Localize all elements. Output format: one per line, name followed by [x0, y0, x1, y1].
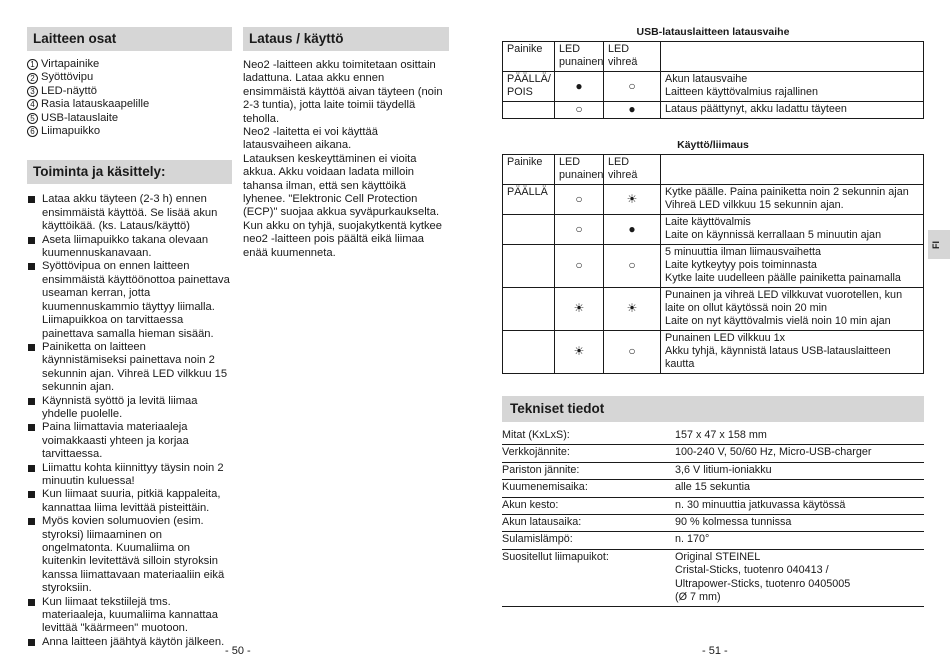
spec-key: Sulamislämpö: [502, 532, 675, 549]
list-item-text: Rasia latauskaapelille [41, 98, 150, 111]
language-tab [928, 230, 950, 259]
spec-key: Akun latausaika: [502, 515, 675, 532]
left-column-2 [243, 27, 449, 260]
table-header-cell: Painike [503, 155, 555, 185]
spec-value: 3,6 V litium-ioniakku [675, 462, 924, 479]
list-item-text: LED-näyttö [41, 84, 97, 97]
spec-value: n. 170° [675, 532, 924, 549]
specs-heading: Tekniset tiedot [502, 396, 924, 422]
description-cell: 5 minuuttia ilman liimausvaihetta Laite kytkeytyy pois toiminnasta Kytke laite uudelleen päälle painiketta painamalla [661, 245, 924, 288]
list-item [27, 421, 232, 461]
bullet-square-icon [28, 599, 35, 606]
description-cell: Punainen ja vihreä LED vilkkuvat vuorotellen, kun laite on ollut käytössä noin 20 min Laite on nyt käyttövalmis vielä noin 10 min ajan [661, 288, 924, 331]
spec-row [502, 515, 924, 532]
spec-row [502, 428, 924, 445]
button-cell [503, 245, 555, 288]
table-row [503, 102, 924, 119]
button-cell [503, 102, 555, 119]
button-cell: PÄÄLLÄ/ POIS [503, 72, 555, 102]
list-item [27, 125, 232, 138]
button-cell [503, 288, 555, 331]
list-item-text: Aseta liimapuikko takana olevaan kuumennuskanavaan. [42, 233, 209, 260]
bullet-square-icon [28, 465, 35, 472]
bullet-square-icon [28, 518, 35, 525]
description-cell: Akun latausvaihe Laitteen käyttövalmius rajallinen [661, 72, 924, 102]
list-item-text: Syöttövipu [41, 71, 94, 84]
spec-row [502, 480, 924, 497]
table-row [503, 288, 924, 331]
usb-charging-table [502, 41, 924, 119]
table-header-cell: LED punainen [555, 42, 604, 72]
led-green-empty-icon: ○ [604, 72, 661, 102]
charging-text: Neo2 -laitteen akku toimitetaan osittain ladattuna. Lataa akku ennen ensimmäistä käyttöä aivan täyteen (noin 2-3 tuntia), jotta laite toimii täydellä teholla. Neo2 -laitetta ei voi käyttää latausvaiheen aikana. Latauksen keskeyttäminen ei vioita akkua. Akku voidaan ladata milloin tahansa ilman, että sen käyttöikä lyhenee. "Elektronic Cell Protection (ECP)" suojaa akkua syväpurkaukselta. Kun akku on tyhjä, suojakytkentä kytkee neo2 -laitteen pois päältä eikä liimaa enää kuumenneta. [243, 59, 443, 259]
led-red-empty-icon: ○ [555, 185, 604, 215]
table-row [503, 245, 924, 288]
list-item-text: USB-latauslaite [41, 111, 119, 124]
button-cell: PÄÄLLÄ [503, 185, 555, 215]
led-red-blink-icon: ☀ [555, 331, 604, 374]
spec-value: n. 30 minuuttia jatkuvassa käytössä [675, 497, 924, 514]
bullet-square-icon [28, 196, 35, 203]
list-item-text: Virtapainike [41, 58, 100, 70]
right-column [502, 26, 924, 607]
use-table [502, 154, 924, 374]
table-row [503, 185, 924, 215]
led-red-filled-icon: ● [555, 72, 604, 102]
led-green-blink-icon: ☀ [604, 185, 661, 215]
bullet-square-icon [28, 344, 35, 351]
language-tab-label: FI [931, 241, 941, 249]
circled-number: 4 [27, 99, 38, 110]
list-item [27, 636, 232, 649]
circled-number: 3 [27, 86, 38, 97]
spec-key: Verkkojännite: [502, 445, 675, 462]
operation-list [27, 193, 232, 649]
list-item [27, 71, 232, 84]
left-column-1 [27, 27, 232, 649]
led-green-filled-icon: ● [604, 102, 661, 119]
list-item-text: Liimapuikko [41, 125, 101, 138]
table-header-cell: LED vihreä [604, 42, 661, 72]
list-item [27, 85, 232, 98]
spec-row [502, 445, 924, 462]
circled-number: 6 [27, 126, 38, 137]
table-header-cell: LED punainen [555, 155, 604, 185]
table-header-cell: Painike [503, 42, 555, 72]
description-cell: Kytke päälle. Paina painiketta noin 2 sekunnin ajan Vihreä LED vilkkuu 15 sekunnin ajan. [661, 185, 924, 215]
use-table-caption: Käyttö/liimaus [677, 139, 749, 151]
spec-key: Mitat (KxLxS): [502, 428, 675, 445]
page-number-left: - 50 - [225, 645, 251, 657]
list-item [27, 193, 232, 233]
list-item-text: Painiketta on laitteen käynnistämiseksi painettava noin 2 sekunnin ajan. Vihreä LED vilkkuu 15 sekunnin ajan. [42, 340, 228, 394]
list-item [27, 260, 232, 340]
list-item [27, 341, 232, 395]
spec-row [502, 549, 924, 607]
spec-value: 90 % kolmessa tunnissa [675, 515, 924, 532]
list-item-text: Paina liimattavia materiaaleja voimakkaasti yhteen ja korjaa tarvittaessa. [42, 421, 189, 461]
button-cell [503, 215, 555, 245]
list-item [27, 515, 232, 595]
led-green-empty-icon: ○ [604, 331, 661, 374]
list-item-text: Liimattu kohta kiinnittyy täysin noin 2 minuutin kuluessa! [42, 461, 224, 487]
led-red-empty-icon: ○ [555, 215, 604, 245]
table-row [503, 215, 924, 245]
list-item-text: Anna laitteen jäähtyä käytön jälkeen. [42, 635, 225, 648]
usb-table-caption: USB-latauslaitteen latausvaihe [636, 26, 790, 38]
description-cell: Lataus päättynyt, akku ladattu täyteen [661, 102, 924, 119]
charging-heading: Lataus / käyttö [243, 27, 449, 51]
table-header-row [503, 155, 924, 185]
circled-number: 5 [27, 113, 38, 124]
list-item-text: Käynnistä syöttö ja levitä liimaa yhdelle puolelle. [42, 394, 198, 420]
bullet-square-icon [28, 639, 35, 646]
spec-row [502, 497, 924, 514]
list-item [27, 98, 232, 111]
bullet-square-icon [28, 263, 35, 270]
list-item-text: Syöttövipua on ennen laitteen ensimmäistä käyttöönottoa painettava useaman kerran, jotta kuumennuskammio täyttyy liimalla. Liimapuikkoa on tarvittaessa painettava samalla hieman sisään. [42, 260, 230, 340]
list-item [27, 112, 232, 125]
spec-key: Pariston jännite: [502, 462, 675, 479]
spec-value: alle 15 sekuntia [675, 480, 924, 497]
list-item-text: Myös kovien solumuovien (esim. styroksi) liimaaminen on ongelmatonta. Kuumaliima on kuitenkin levitettävä silloin styroksin kanssa liimattavaan materiaaliin eikä styroksiin. [42, 515, 225, 595]
table-header-cell: LED vihreä [604, 155, 661, 185]
list-item [27, 395, 232, 422]
description-cell: Laite käyttövalmis Laite on käynnissä kerrallaan 5 minuutin ajan [661, 215, 924, 245]
led-red-empty-icon: ○ [555, 245, 604, 288]
parts-heading: Laitteen osat [27, 27, 232, 51]
bullet-square-icon [28, 237, 35, 244]
list-item [27, 58, 232, 71]
circled-number: 2 [27, 73, 38, 84]
spec-row [502, 462, 924, 479]
led-red-empty-icon: ○ [555, 102, 604, 119]
table-header-row [503, 42, 924, 72]
table-row [503, 331, 924, 374]
led-green-blink-icon: ☀ [604, 288, 661, 331]
led-red-blink-icon: ☀ [555, 288, 604, 331]
specs-table [502, 428, 924, 607]
table-header-cell [661, 155, 924, 185]
spec-row [502, 532, 924, 549]
circled-number: 1 [27, 59, 38, 70]
list-item-text: Lataa akku täyteen (2-3 h) ennen ensimmäistä käyttöä. Se lisää akun käyttöikää. (ks. Lataus/käyttö) [42, 193, 218, 233]
operation-heading: Toiminta ja käsittely: [27, 160, 232, 184]
list-item [27, 488, 232, 515]
list-item-text: Kun liimaat tekstiilejä tms. materiaaleja, kuumaliima kannattaa levittää "käärmeen" muotoon. [42, 595, 218, 635]
bullet-square-icon [28, 491, 35, 498]
parts-list [27, 58, 232, 138]
spec-value: 100-240 V, 50/60 Hz, Micro-USB-charger [675, 445, 924, 462]
table-header-cell [661, 42, 924, 72]
spec-key: Suositellut liimapuikot: [502, 549, 675, 607]
bullet-square-icon [28, 424, 35, 431]
spec-value: Original STEINEL Cristal-Sticks, tuotenro 040413 / Ultrapower-Sticks, tuotenro 0405005 (Ø 7 mm) [675, 549, 924, 607]
led-green-filled-icon: ● [604, 215, 661, 245]
spec-value: 157 x 47 x 158 mm [675, 428, 924, 445]
list-item [27, 596, 232, 636]
led-green-empty-icon: ○ [604, 245, 661, 288]
spec-key: Kuumenemisaika: [502, 480, 675, 497]
page-number-right: - 51 - [702, 645, 728, 657]
button-cell [503, 331, 555, 374]
list-item [27, 234, 232, 261]
spec-key: Akun kesto: [502, 497, 675, 514]
bullet-square-icon [28, 398, 35, 405]
table-row [503, 72, 924, 102]
description-cell: Punainen LED vilkkuu 1x Akku tyhjä, käynnistä lataus USB-latauslaitteen kautta [661, 331, 924, 374]
list-item [27, 462, 232, 489]
list-item-text: Kun liimaat suuria, pitkiä kappaleita, kannattaa liima levittää pisteittäin. [42, 488, 221, 514]
